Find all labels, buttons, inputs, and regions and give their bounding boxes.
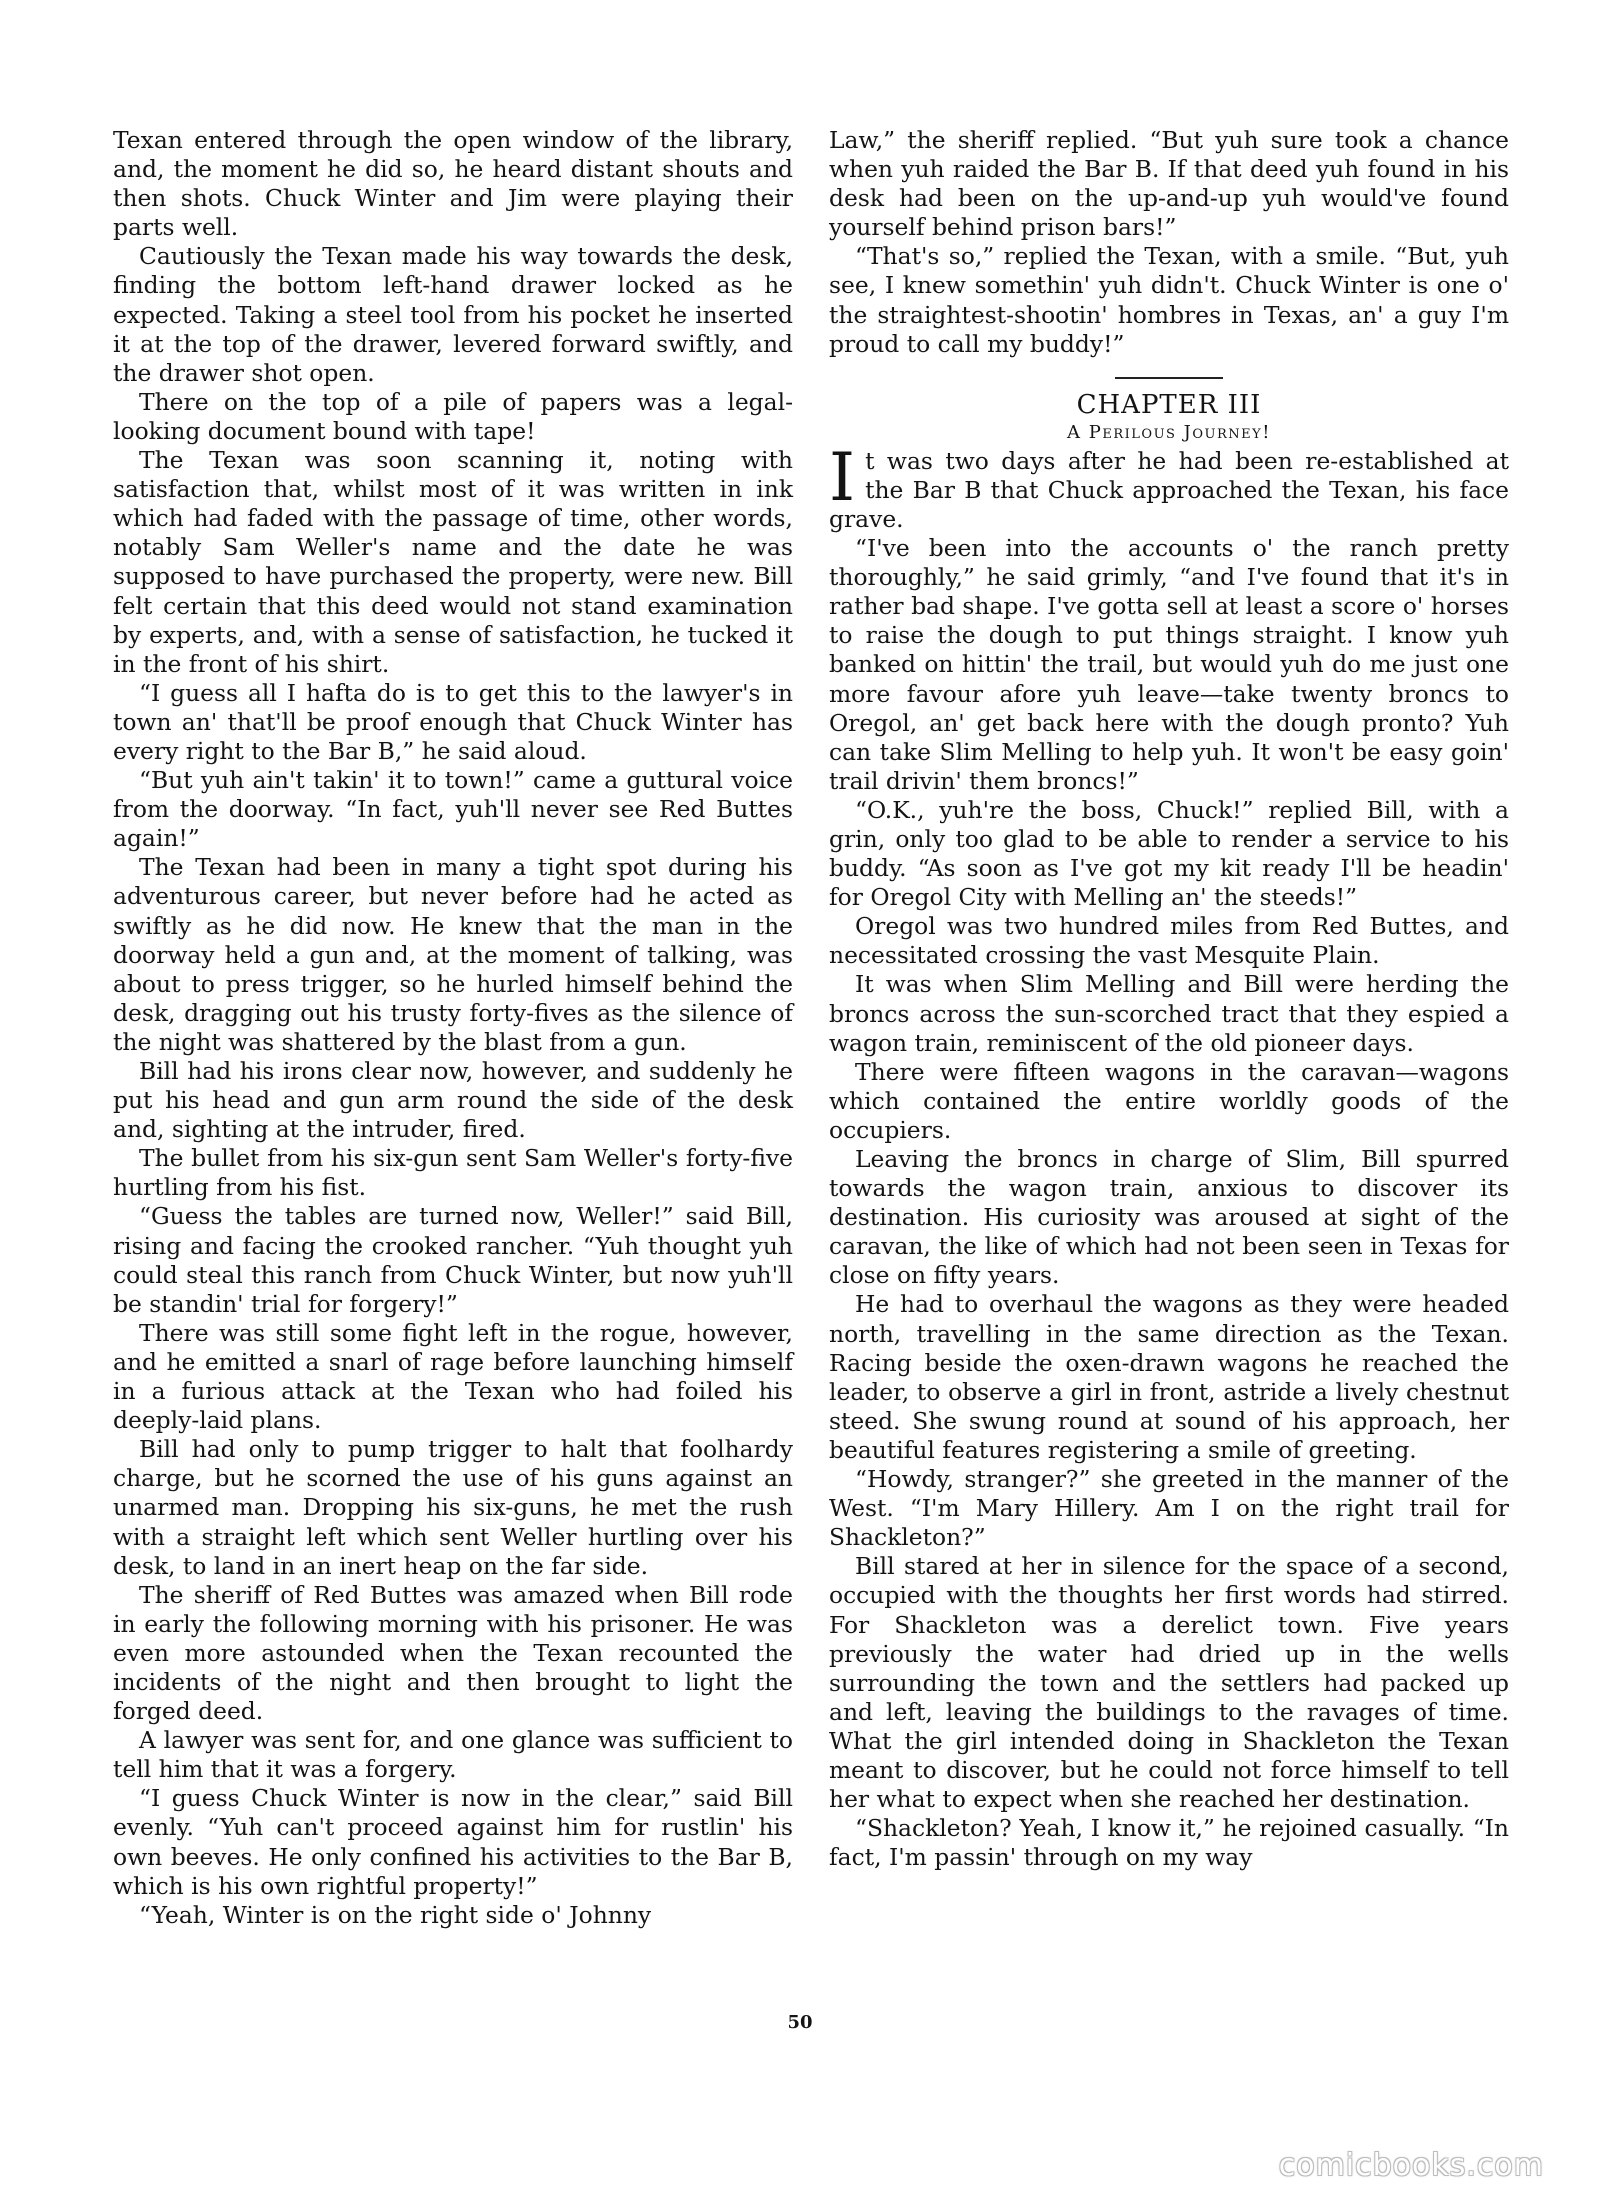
- paragraph: There on the top of a pile of papers was a legal-looking document bound with tape!: [113, 387, 793, 445]
- paragraph: “Guess the tables are turned now, Weller!” said Bill, rising and facing the crooked rancher. “Yuh thought yuh could steal this ranch from Chuck Winter, but now yuh'll be standin' trial for forgery!”: [113, 1202, 793, 1318]
- paragraph: “O.K., yuh're the boss, Chuck!” replied Bill, with a grin, only too glad to be able to render a service to his buddy. “As soon as I've got my kit ready I'll be headin' for Oregol City with Melling an' the steeds!”: [829, 795, 1509, 912]
- paragraph: “Yeah, Winter is on the right side o' Johnny: [139, 1900, 652, 1929]
- drop-cap: I: [829, 438, 856, 516]
- paragraph: Law,” the sheriff replied. “But yuh sure took a chance when yuh raided the Bar B. If that deed yuh found in his desk had been on the up-and-up yuh would've found yourself behind prison bars!”: [829, 126, 1509, 242]
- opening-text: t was two days after he had been re-established at the Bar B that Chuck approached the Texan, his face grave.: [829, 446, 1509, 533]
- paragraph: It was when Slim Melling and Bill were herding the broncs across the sun-scorched tract that they espied a wagon train, reminiscent of the old pioneer days.: [829, 970, 1509, 1057]
- paragraph: “Shackleton? Yeah, I know it,” he rejoined casually. “In fact, I'm passin' through on my way: [829, 1814, 1509, 1872]
- paragraph: Texan entered through the open window of the library, and, the moment he did so, he heard distant shouts and then shots. Chuck Winter and Jim were playing their parts well.: [113, 126, 793, 242]
- paragraph: Cautiously the Texan made his way towards the desk, finding the bottom left-hand drawer locked as he expected. Taking a steel tool from his pocket he inserted it at the top of the drawer, levered forward swiftly, and the drawer shot open.: [113, 242, 793, 387]
- paragraph: Bill had only to pump trigger to halt that foolhardy charge, but he scorned the use of his guns against an unarmed man. Dropping his six-guns, he met the rush with a straight left which sent Weller hurtling over his desk, to land in an inert heap on the far side.: [113, 1435, 793, 1580]
- paragraph: “I guess all I hafta do is to get this to the lawyer's in town an' that'll be proof enough that Chuck Winter has every right to the Bar B,” he said aloud.: [113, 678, 793, 765]
- paragraph: The bullet from his six-gun sent Sam Weller's forty-five hurtling from his fist.: [113, 1144, 793, 1202]
- paragraph: “But yuh ain't takin' it to town!” came a guttural voice from the doorway. “In fact, yuh'll never see Red Buttes again!”: [113, 766, 793, 853]
- paragraph: Oregol was two hundred miles from Red Buttes, and necessitated crossing the vast Mesquite Plain.: [829, 912, 1509, 970]
- page-number: 50: [787, 2012, 813, 2033]
- watermark: comicbooks.com: [1278, 2148, 1544, 2183]
- left-column: [113, 126, 793, 1930]
- chapter-subtitle: A Perilous Journey!: [1067, 421, 1271, 443]
- paragraph: “That's so,” replied the Texan, with a smile. “But, yuh see, I knew somethin' yuh didn't. Chuck Winter is one o' the straightest-shootin' hombres in Texas, an' a guy I'm proud to call my buddy!”: [829, 242, 1509, 358]
- paragraph: “Howdy, stranger?” she greeted in the manner of the West. “I'm Mary Hillery. Am I on the right trail for Shackleton?”: [829, 1465, 1509, 1552]
- paragraph: “I've been into the accounts o' the ranch pretty thoroughly,” he said grimly, “and I've found that it's in rather bad shape. I've gotta sell at least a score o' horses to raise the dough to put things straight. I know yuh banked on hittin' the trail, but would yuh do me just one more favour afore yuh leave—take twenty broncs to Oregol, an' get back here with the dough pronto? Yuh can take Slim Melling to help yuh. It won't be easy goin' trail drivin' them broncs!”: [829, 534, 1509, 795]
- paragraph: There were fifteen wagons in the caravan—wagons which contained the entire worldly goods of the occupiers.: [829, 1057, 1509, 1144]
- paragraph: Bill stared at her in silence for the space of a second, occupied with the thoughts her first words had stirred. For Shackleton was a derelict town. Five years previously the water had dried up in the wells surrounding the town and the settlers had packed up and left, leaving the buildings to the ravages of time. What the girl intended doing in Shackleton the Texan meant to discover, but he could not force himself to tell her what to expect when she reached her destination.: [829, 1552, 1509, 1814]
- paragraph: There was still some fight left in the rogue, however, and he emitted a snarl of rage before launching himself in a furious attack at the Texan who had foiled his deeply-laid plans.: [113, 1318, 793, 1435]
- paragraph: Bill had his irons clear now, however, and suddenly he put his head and gun arm round the side of the desk and, sighting at the intruder, fired.: [113, 1057, 793, 1144]
- paragraph: Leaving the broncs in charge of Slim, Bill spurred towards the wagon train, anxious to discover its destination. His curiosity was aroused at sight of the caravan, the like of which had not been seen in Texas for close on fifty years.: [829, 1145, 1509, 1290]
- paragraph: The Texan was soon scanning it, noting with satisfaction that, whilst most of it was written in ink which had faded with the passage of time, other words, notably Sam Weller's name and the date he was supposed to have purchased the property, were new. Bill felt certain that this deed would not stand examination by experts, and, with a sense of satisfaction, he tucked it in the front of his shirt.: [113, 446, 793, 678]
- paragraph: A lawyer was sent for, and one glance was sufficient to tell him that it was a forgery.: [113, 1726, 793, 1784]
- paragraph: The sheriff of Red Buttes was amazed when Bill rode in early the following morning with his prisoner. He was even more astounded when the Texan recounted the incidents of the night and then brought to light the forged deed.: [113, 1580, 793, 1726]
- paragraph: The Texan had been in many a tight spot during his adventurous career, but never before had he acted as swiftly as he did now. He knew that the man in the doorway held a gun and, at the moment of talking, was about to press trigger, so he hurled himself behind the desk, dragging out his trusty forty-fives as the silence of the night was shattered by the blast from a gun.: [113, 853, 793, 1056]
- right-column: [829, 126, 1509, 1872]
- chapter-opening-paragraph: [829, 438, 1509, 534]
- chapter-title: CHAPTER III: [1076, 389, 1262, 420]
- chapter-heading: [829, 377, 1509, 445]
- paragraph: “I guess Chuck Winter is now in the clear,” said Bill evenly. “Yuh can't proceed against him for rustlin' his own beeves. He only confined his activities to the Bar B, which is his own rightful property!”: [113, 1784, 793, 1900]
- chapter-divider: [1115, 377, 1223, 379]
- paragraph: He had to overhaul the wagons as they were headed north, travelling in the same direction as the Texan. Racing beside the oxen-drawn wagons he reached the leader, to observe a girl in front, astride a lively chestnut steed. She swung round at sound of his approach, her beautiful features registering a smile of greeting.: [829, 1290, 1509, 1464]
